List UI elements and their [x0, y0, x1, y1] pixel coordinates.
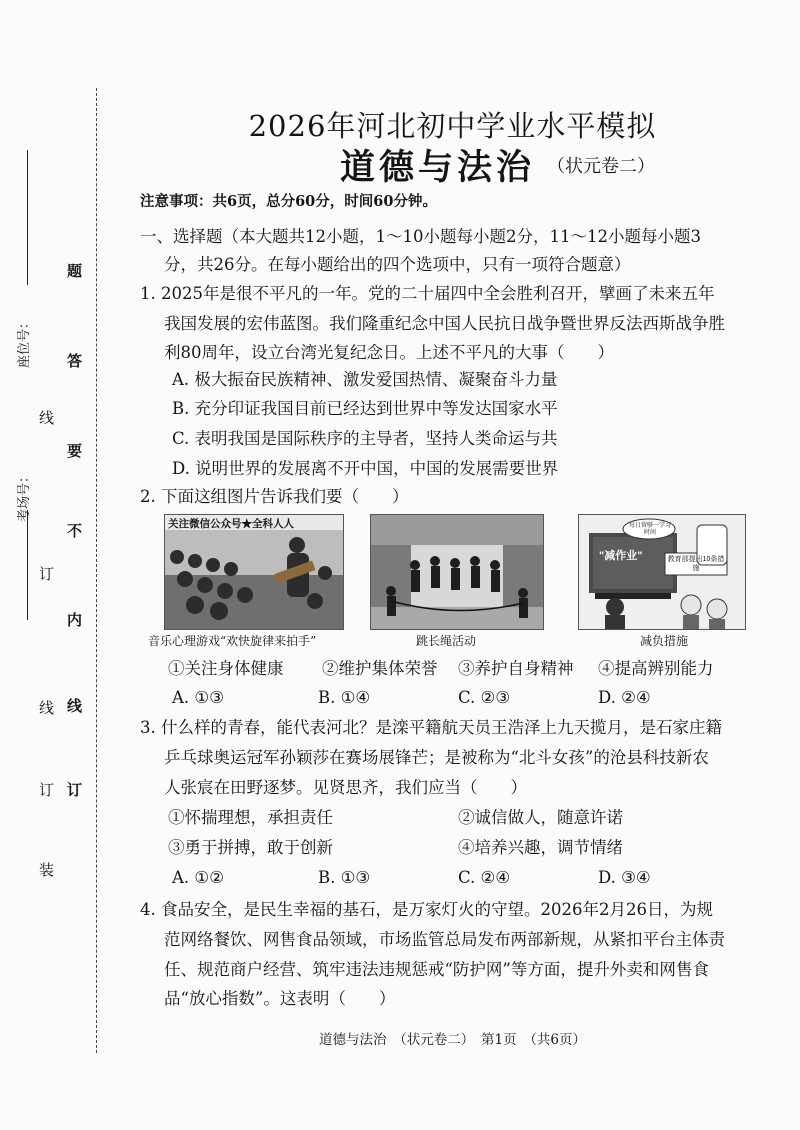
caption-jump-rope: 跳长绳活动	[416, 634, 477, 648]
q2-option-a[interactable]: A. ①③	[172, 688, 224, 707]
q2-stem: 2. 下面这组图片告诉我们要（ ）	[140, 487, 409, 506]
q1-stem-line: 我国发展的宏伟蓝图。我们隆重纪念中国人民抗日战争暨世界反法西斯战争胜	[164, 314, 725, 333]
watermark-text: 关注微信公众号★全科人人	[168, 518, 294, 530]
q3-option-a[interactable]: A. ①②	[172, 868, 224, 887]
q3-stem-line: 乒乓球奥运冠军孙颖莎在赛场展锋芒；是被称为“北斗女孩”的沧县科技新农	[164, 748, 709, 767]
paper-version: （状元卷二）	[547, 156, 655, 177]
q2-statement: ②维护集体荣誉	[322, 659, 438, 678]
binding-char: 线	[37, 410, 55, 425]
q1-option-c[interactable]: C. 表明我国是国际秩序的主导者，坚持人类命运与共	[172, 429, 558, 448]
q1-option-d[interactable]: D. 说明世界的发展离不开中国，中国的发展需要世界	[172, 459, 559, 478]
binding-char: 订	[37, 782, 55, 797]
margin-warning-char: 答	[65, 353, 83, 368]
q2-statement: ①关注身体健康	[168, 659, 284, 678]
q3-statement: ③勇于拼搏，敢于创新	[168, 838, 333, 857]
q3-stem-line: 人张宸在田野逐梦。见贤思齐，我们应当（ ）	[164, 778, 527, 797]
q3-option-d[interactable]: D. ③④	[598, 868, 651, 887]
section-heading: 一、选择题（本大题共12小题，1～10小题每小题2分，11～12小题每小题3	[140, 227, 701, 246]
jump-rope-photo	[370, 514, 544, 630]
seat-number-label: 座位号：	[17, 315, 32, 368]
subject-title: 道德与法治	[340, 147, 536, 188]
margin-warning-char: 订	[65, 782, 83, 797]
q4-stem-line: 4. 食品安全，是民生幸福的基石，是万家灯火的守望。2026年2月26日，为规	[140, 900, 713, 919]
q2-statement: ③养护自身精神	[458, 659, 574, 678]
caption-music-game: 音乐心理游戏“欢快旋律来拍手”	[148, 634, 317, 648]
margin-warning-char: 要	[65, 443, 83, 458]
q4-stem-line: 品“放心指数”。这表明（ ）	[164, 989, 396, 1008]
q2-option-c[interactable]: C. ②③	[458, 688, 511, 707]
q4-stem-line: 任、规范商户经营、筑牢违法违规惩戒“防护网”等方面，提升外卖和网售食	[164, 960, 709, 979]
q3-option-b[interactable]: B. ①③	[318, 868, 371, 887]
seat-number-blank[interactable]	[27, 150, 28, 285]
q3-statement: ④培养兴趣，调节情绪	[458, 838, 623, 857]
exam-room-label: 考场号：	[17, 469, 32, 522]
burden-reduction-cartoon	[578, 514, 746, 630]
exam-room-blank[interactable]	[27, 510, 28, 620]
exam-notice: 注意事项：共6页，总分60分，时间60分钟。	[140, 193, 437, 210]
binding-char: 订	[37, 566, 55, 581]
binding-dashed-line	[96, 88, 97, 1053]
q1-stem-line: 利80周年，设立台湾光复纪念日。上述不平凡的大事（ ）	[164, 343, 614, 362]
poster-board-text: "减作业"	[599, 550, 643, 562]
music-game-photo	[164, 514, 344, 630]
binding-margin	[0, 0, 100, 1130]
caption-burden-reduction: 减负措施	[640, 634, 689, 648]
q3-statement: ②诚信做人，随意许诺	[458, 808, 623, 827]
margin-warning-char: 线	[65, 698, 83, 713]
section-heading-cont: 分，共26分。在每小题给出的四个选项中，只有一项符合题意）	[164, 255, 631, 274]
q2-option-d[interactable]: D. ②④	[598, 688, 651, 707]
poster-daily-text: 每日留够一学习时间	[629, 523, 672, 536]
margin-warning-char: 内	[65, 612, 83, 627]
q2-image-group	[148, 514, 754, 650]
binding-char: 线	[37, 700, 55, 715]
q2-statement: ④提高辨别能力	[598, 659, 714, 678]
margin-warning-char: 不	[65, 523, 83, 538]
q1-option-b[interactable]: B. 充分印证我国目前已经达到世界中等发达国家水平	[172, 399, 558, 418]
q3-stem-line: 3. 什么样的青春，能代表河北？是滦平籍航天员王浩泽上九天揽月，是石家庄籍	[140, 718, 722, 737]
q1-stem-line: 1. 2025年是很不平凡的一年。党的二十届四中全会胜利召开，擘画了未来五年	[140, 284, 715, 303]
poster-measures-text: 教育部提出10条措施	[667, 556, 725, 572]
page-footer: 道德与法治 （状元卷二） 第1页 （共6页）	[319, 1032, 586, 1048]
margin-warning-char: 题	[65, 263, 83, 278]
q1-option-a[interactable]: A. 极大振奋民族精神、激发爱国热情、凝聚奋斗力量	[172, 370, 558, 389]
q2-option-b[interactable]: B. ①④	[318, 688, 371, 707]
q3-option-c[interactable]: C. ②④	[458, 868, 511, 887]
exam-title: 2026年河北初中学业水平模拟	[248, 109, 657, 143]
binding-char: 装	[37, 862, 55, 877]
q3-statement: ①怀揣理想，承担责任	[168, 808, 333, 827]
q4-stem-line: 范网络餐饮、网售食品领域，市场监管总局发布两部新规，从紧扣平台主体责	[164, 930, 725, 949]
